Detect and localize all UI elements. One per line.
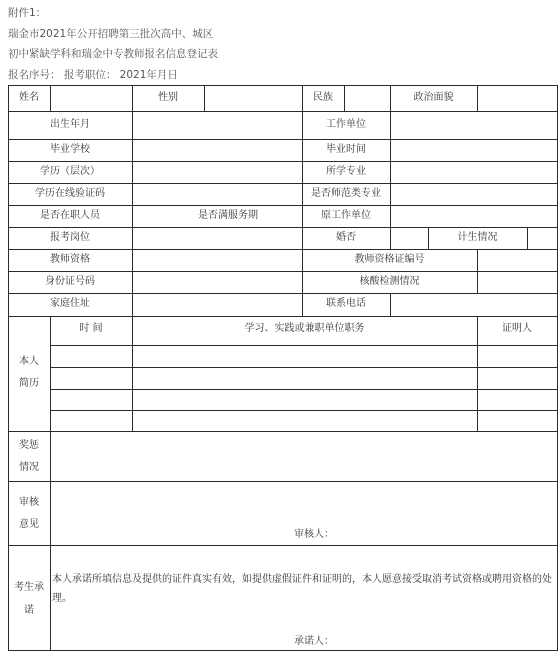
applied-post-label: 报考岗位 [50, 232, 90, 243]
resume-witness-header: 证明人 [502, 323, 532, 334]
resume-unit-header: 学习、实践或兼职单位职务 [244, 323, 365, 334]
major-label: 所学专业 [326, 166, 366, 177]
name-label: 姓名 [19, 92, 39, 103]
work-unit-label: 工作单位 [326, 119, 366, 130]
education-verification-code-label: 学历在线验证码 [35, 188, 105, 199]
teacher-certificate-number-label: 教师资格证编号 [354, 254, 425, 265]
awards-label-line1: 奖惩 [19, 440, 39, 451]
birth-date-label: 出生年月 [50, 119, 90, 130]
resume-label-line1: 本人 [19, 356, 39, 367]
review-label-line1: 审核 [19, 497, 39, 508]
phone-label: 联系电话 [326, 298, 366, 309]
former-unit-label: 原工作单位 [321, 210, 371, 221]
form-title-line1: 瑞金市2021年公开招聘第三批次高中、城区 [8, 28, 214, 40]
graduation-time-label: 毕业时间 [326, 144, 366, 155]
education-level-label: 学历（层次） [40, 166, 100, 177]
id-number-label: 身份证号码 [45, 276, 95, 287]
service-period-label: 是否满服务期 [198, 210, 258, 221]
family-planning-label: 计生情况 [457, 232, 498, 243]
home-address-label: 家庭住址 [50, 298, 90, 309]
gender-label: 性别 [158, 92, 178, 103]
nucleic-test-label: 核酸检测情况 [359, 276, 420, 287]
pledger-signature-label: 承诺人： [294, 636, 334, 647]
registration-form-table [8, 85, 558, 651]
pledge-label-line1: 考生承 [14, 582, 44, 593]
resume-time-header: 时 间 [79, 323, 103, 334]
resume-label-line2: 简历 [19, 378, 39, 389]
form-title-line2: 初中紧缺学科和瑞金中专教师报名信息登记表 [8, 48, 218, 60]
attachment-label: 附件1： [8, 7, 47, 19]
pledge-text: 本人承诺所填信息及提供的证件真实有效，如提供虚假证件和证明的，本人愿意接受取消考试资格或聘用资格的处理。 [52, 574, 552, 604]
review-label-line2: 意见 [19, 519, 39, 530]
pledge-label-line2: 诺 [24, 605, 34, 616]
teacher-qualification-label: 教师资格 [50, 254, 90, 265]
registration-info-line: 报名序号： 报考职位： 2021年月日 [8, 69, 178, 81]
graduation-school-label: 毕业学校 [50, 144, 90, 155]
is-employed-label: 是否在职人员 [40, 210, 100, 221]
marital-status-label: 婚否 [336, 232, 356, 243]
political-status-label: 政治面貌 [413, 92, 454, 103]
reviewer-signature-label: 审核人： [294, 529, 334, 540]
normal-major-label: 是否师范类专业 [311, 188, 381, 199]
awards-label-line2: 情况 [19, 462, 39, 473]
ethnicity-label: 民族 [313, 92, 333, 103]
